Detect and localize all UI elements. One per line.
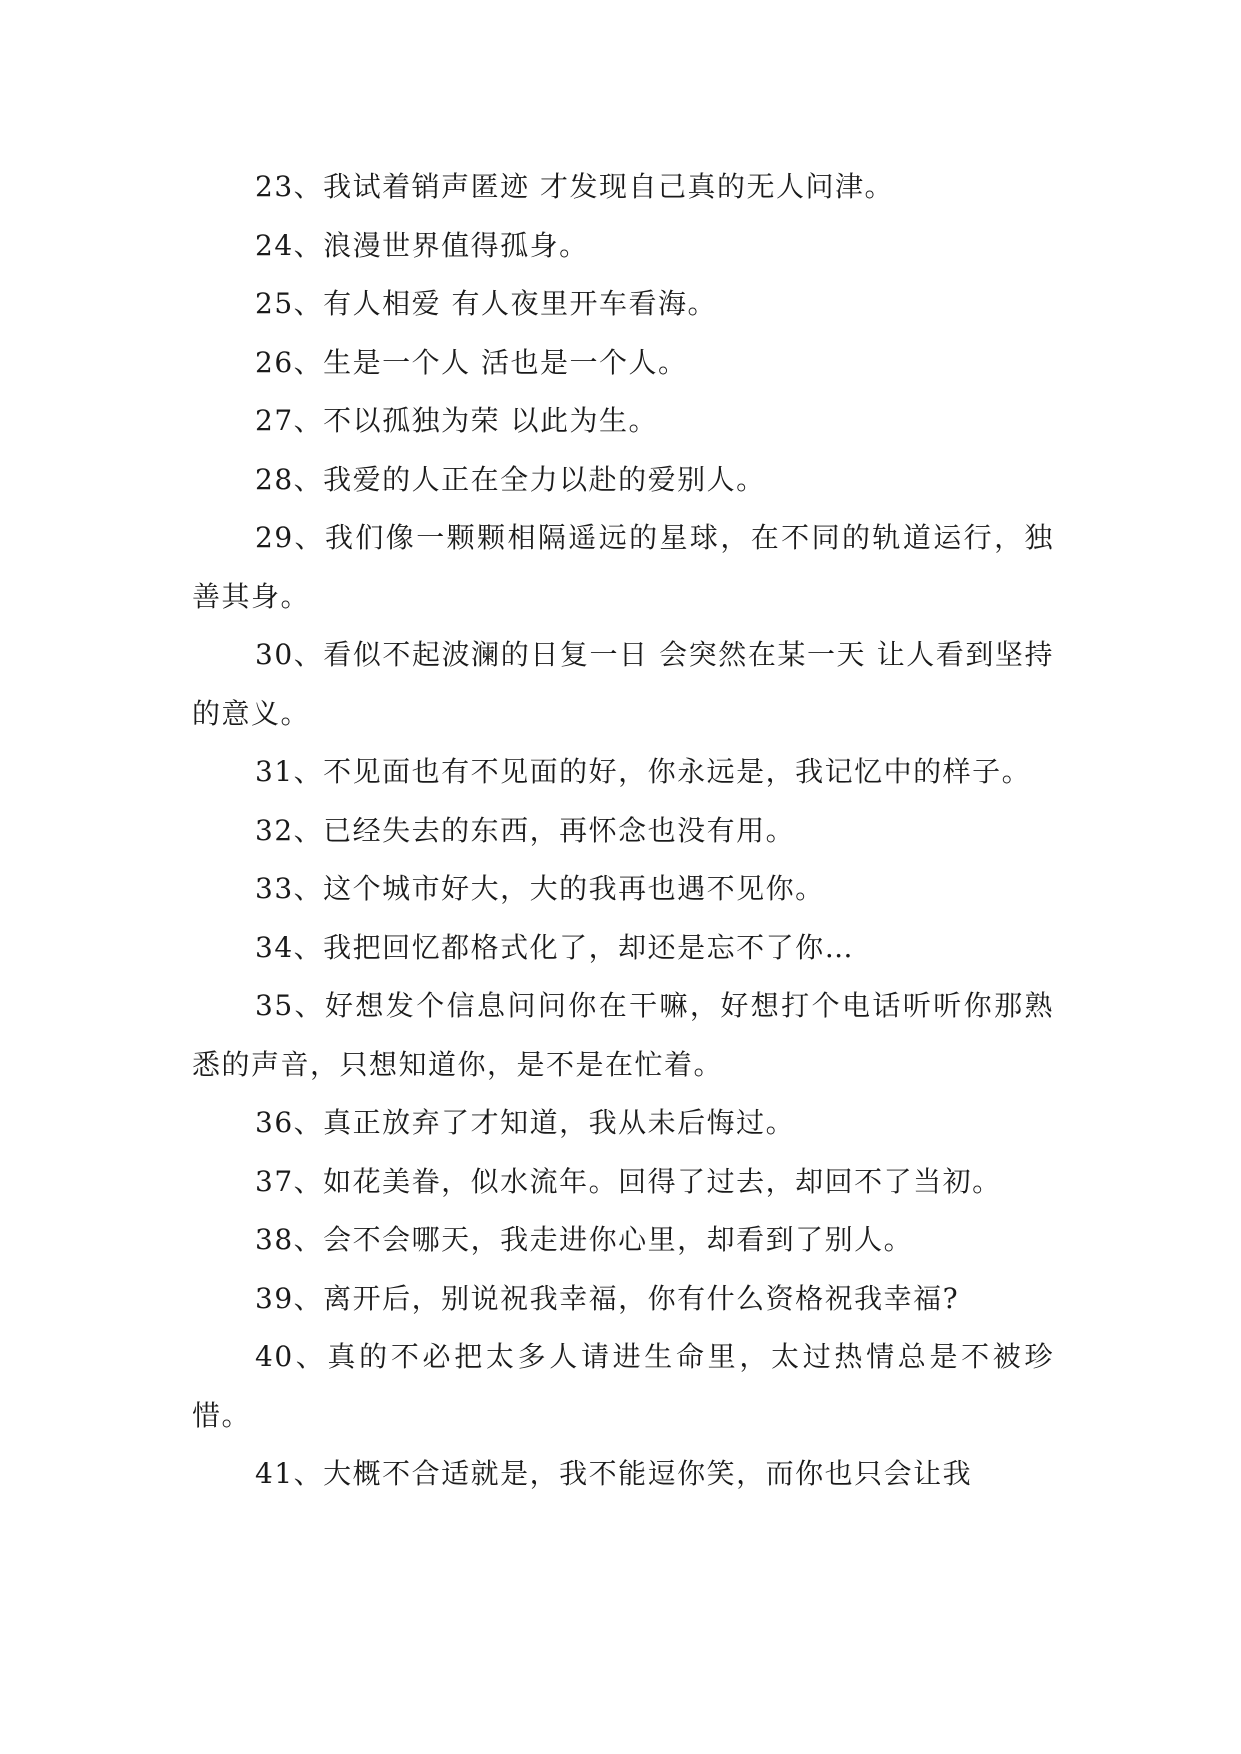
paragraph-31: 31、不见面也有不见面的好，你永远是，我记忆中的样子。 xyxy=(255,755,1032,788)
paragraph-40: 40、真的不必把太多人请进生命里，太过热情总是不被珍惜。 xyxy=(192,1340,1054,1432)
paragraph-25: 25、有人相爱 有人夜里开车看海。 xyxy=(255,287,718,320)
paragraph-27: 27、不以孤独为荣 以此为生。 xyxy=(255,404,659,437)
paragraph-33: 33、这个城市好大，大的我再也遇不见你。 xyxy=(255,872,825,905)
paragraph-32: 32、已经失去的东西，再怀念也没有用。 xyxy=(255,813,796,847)
paragraph-36: 36、真正放弃了才知道，我从未后悔过。 xyxy=(255,1106,796,1139)
paragraph-28: 28、我爱的人正在全力以赴的爱别人。 xyxy=(255,462,766,496)
paragraph-26: 26、生是一个人 活也是一个人。 xyxy=(255,345,688,379)
document-body xyxy=(192,158,1054,1504)
paragraph-39: 39、离开后，别说祝我幸福，你有什么资格祝我幸福? xyxy=(255,1281,960,1315)
paragraph-30: 30、看似不起波澜的日复一日 会突然在某一天 让人看到坚持的意义。 xyxy=(192,638,1054,730)
paragraph-41: 41、大概不合适就是，我不能逗你笑，而你也只会让我 xyxy=(255,1457,973,1490)
paragraph-34: 34、我把回忆都格式化了，却还是忘不了你… xyxy=(255,930,855,964)
paragraph-29: 29、我们像一颗颗相隔遥远的星球，在不同的轨道运行，独善其身。 xyxy=(192,521,1054,613)
paragraph-24: 24、浪漫世界值得孤身。 xyxy=(255,228,589,262)
paragraph-35: 35、好想发个信息问问你在干嘛，好想打个电话听听你那熟悉的声音，只想知道你，是不是在忙着。 xyxy=(192,989,1054,1081)
paragraph-37: 37、如花美眷，似水流年。回得了过去，却回不了当初。 xyxy=(255,1164,1002,1198)
paragraph-38: 38、会不会哪天，我走进你心里，却看到了别人。 xyxy=(255,1223,914,1256)
paragraph-23: 23、我试着销声匿迹 才发现自己真的无人问津。 xyxy=(255,170,895,203)
